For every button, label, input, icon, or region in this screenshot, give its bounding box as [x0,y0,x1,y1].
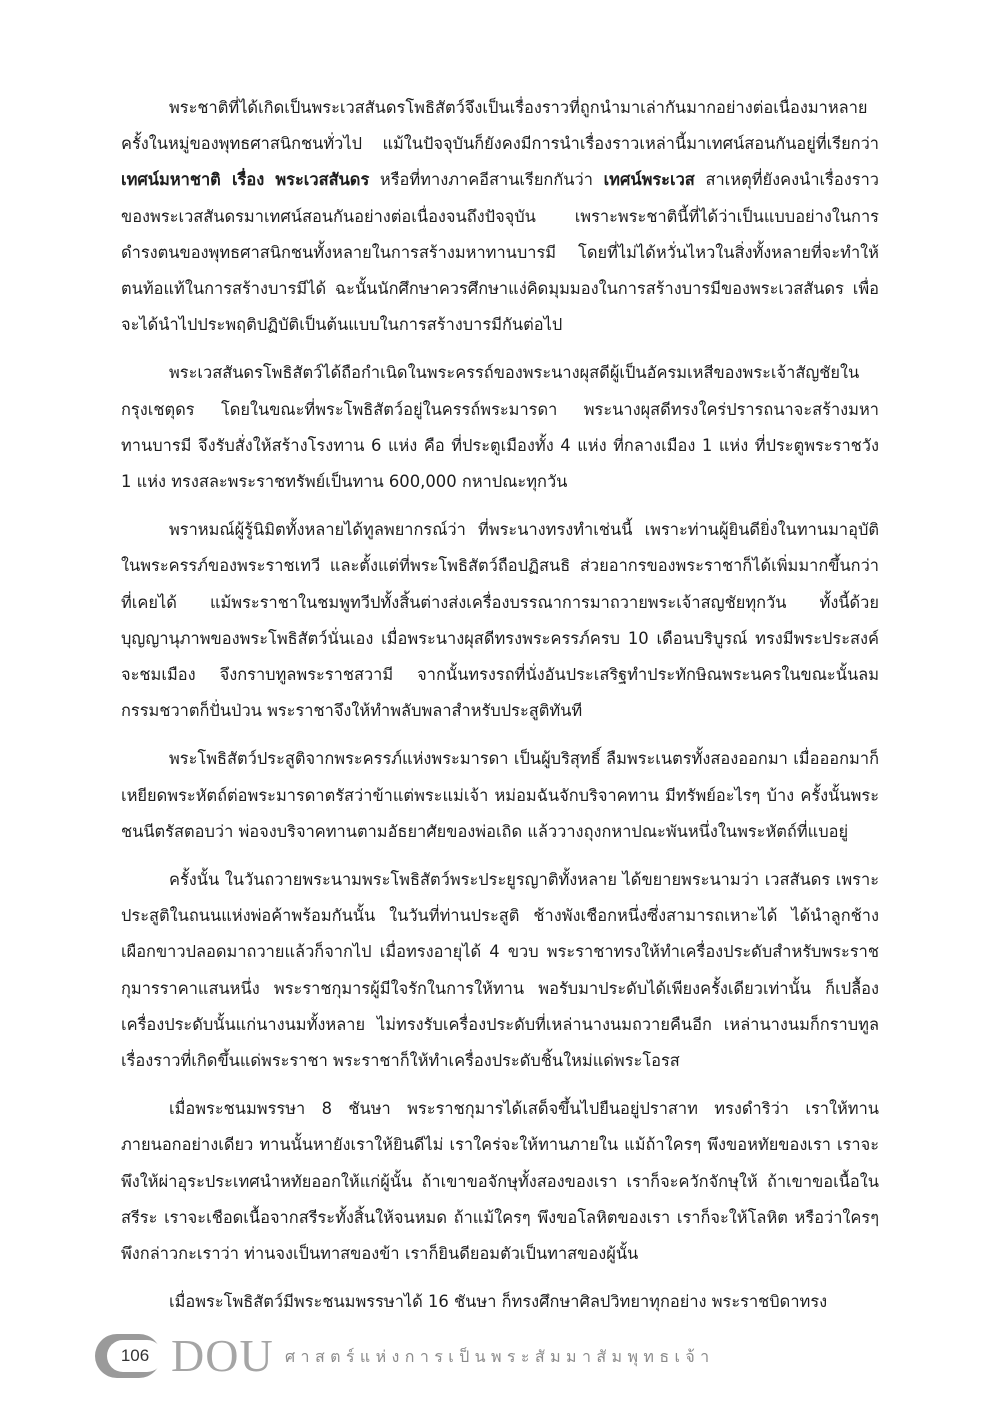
book-title: ศาสตร์แห่งการเป็นพระสัมมาสัมพุทธเจ้า [285,1347,715,1366]
paragraph-3: พราหมณ์ผู้รู้นิมิตทั้งหลายได้ทูลพยากรณ์ว่า ที่พระนางทรงทำเช่นนี้ เพราะท่านผู้ยินดียิ่งในทานมาอุบัติในพระครรภ์ของพระราชเทวี และตั้งแต่ที่พระโพธิสัตว์ถือปฏิสนธิ ส่วยอากรของพระราชาก็ได้เพิ่มมากขึ้นกว่าที่เคยได้ แม้พระราชาในชมพูทวีปทั้งสิ้นต่างส่งเครื่องบรรณาการมาถวายพระเจ้าสญชัยทุกวัน ทั้งนี้ด้วยบุญญานุภาพของพระโพธิสัตว์นั่นเอง เมื่อพระนางผุสดีทรงพระครรภ์ครบ 10 เดือนบริบูรณ์ ทรงมีพระประสงค์จะชมเมือง จึงกราบทูลพระราชสวามี จากนั้นทรงรถที่นั่งอันประเสริฐทำประทักษิณพระนครในขณะนั้นลมกรรมชวาตก็ปั่นป่วน พระราชาจึงให้ทำพลับพลาสำหรับประสูติทันที [121,520,879,721]
paragraph-6: เมื่อพระชนมพรรษา 8 ชันษา พระราชกุมารได้เสด็จขึ้นไปยืนอยู่ปราสาท ทรงดำริว่า เราให้ทานภายนอกอย่างเดียว ทานนั้นหายังเราให้ยินดีไม่ เราใคร่จะให้ทานภายใน แม้ถ้าใครๆ พึงขอหทัยของเรา เราจะพึงให้ผ่าอุระประเทศนำหทัยออกให้แก่ผู้นั้น ถ้าเขาขอจักษุทั้งสองของเรา เราก็จะควักจักษุให้ ถ้าเขาขอเนื้อในสรีระ เราจะเชือดเนื้อจากสรีระทั้งสิ้นให้จนหมด ถ้าแม้ใครๆ พึงขอโลหิตของเรา เราก็จะให้โลหิต หรือว่าใครๆ พึงกล่าวกะเราว่า ท่านจงเป็นทาสของข้า เราก็ยินดียอมตัวเป็นทาสของผู้นั้น [121,1099,879,1264]
page-number: 106 [107,1340,163,1372]
paragraph-1: พระชาติที่ได้เกิดเป็นพระเวสสันดรโพธิสัตว์จึงเป็นเรื่องราวที่ถูกนำมาเล่ากันมากอย่างต่อเนื่องมาหลายครั้งในหมู่ของพุทธศาสนิกชนทั่วไป แม้ในปัจจุบันก็ยังคงมีการนำเรื่องราวเหล่านี้มาเทศน์สอนกันอยู่ที่เรียกว่า เทศน์มหาชาติ เรื่อง พระเวสสันดร หรือที่ทางภาคอีสานเรียกกันว่า เทศน์พระเวส สาเหตุที่ยังคงนำเรื่องราวของพระเวสสันดรมาเทศน์สอนกันอย่างต่อเนื่องจนถึงปัจจุบัน เพราะพระชาตินี้ที่ได้ว่าเป็นแบบอย่างในการดำรงตนของพุทธศาสนิกชนทั้งหลายในการสร้างมหาทานบารมี โดยที่ไม่ได้หวั่นไหวในสิ่งทั้งหลายที่จะทำให้ตนท้อแท้ในการสร้างบารมีได้ ฉะนั้นนักศึกษาควรศึกษาแง่คิดมุมมองในการสร้างบารมีของพระเวสสันดร เพื่อจะได้นำไปประพฤติปฏิบัติเป็นต้นแบบในการสร้างบารมีกันต่อไป [121,98,879,335]
dou-logo: DOU [171,1330,274,1381]
paragraph-7: เมื่อพระโพธิสัตว์มีพระชนมพรรษาได้ 16 ชันษา ก็ทรงศึกษาศิลปวิทยาทุกอย่าง พระราชบิดาทรง [169,1292,828,1312]
bold-term-2: เทศน์พระเวส [603,170,695,190]
paragraph-5: ครั้งนั้น ในวันถวายพระนามพระโพธิสัตว์พระประยูรญาติทั้งหลาย ได้ขยายพระนามว่า เวสสันดร เพราะประสูติในถนนแห่งพ่อค้าพร้อมกันนั้น ในวันที่ท่านประสูติ ช้างพังเชือกหนึ่งซึ่งสามารถเหาะได้ ได้นำลูกช้างเผือกขาวปลอดมาถวายแล้วก็จากไป เมื่อทรงอายุได้ 4 ขวบ พระราชาทรงให้ทำเครื่องประดับสำหรับพระราชกุมารราคาแสนหนึ่ง พระราชกุมารผู้มีใจรักในการให้ทาน พอรับมาประดับได้เพียงครั้งเดียวเท่านั้น ก็เปลื้องเครื่องประดับนั้นแก่นางนมทั้งหลาย ไม่ทรงรับเครื่องประดับที่เหล่านางนมถวายคืนอีก เหล่านางนมก็กราบทูลเรื่องราวที่เกิดขึ้นแด่พระราชา พระราชาก็ให้ทำเครื่องประดับชิ้นใหม่แด่พระโอรส [121,870,879,1071]
paragraph-4: พระโพธิสัตว์ประสูติจากพระครรภ์แห่งพระมารดา เป็นผู้บริสุทธิ์ ลืมพระเนตรทั้งสองออกมา เมื่อออกมาก็เหยียดพระหัตถ์ต่อพระมารดาตรัสว่าข้าแต่พระแม่เจ้า หม่อมฉันจักบริจาคทาน มีทรัพย์อะไรๆ บ้าง ครั้งนั้นพระชนนีตรัสตอบว่า พ่อจงบริจาคทานตามอัธยาศัยของพ่อเถิด แล้ววางถุงกหาปณะพันหนึ่งในพระหัตถ์ที่แบอยู่ [121,749,879,841]
page-number-badge [95,1334,161,1378]
page-body [121,90,879,1333]
paragraph-2: พระเวสสันดรโพธิสัตว์ได้ถือกำเนิดในพระครรถ์ของพระนางผุสดีผู้เป็นอัครมเหสีของพระเจ้าสัญชัยในกรุงเชตุดร โดยในขณะที่พระโพธิสัตว์อยู่ในครรถ์พระมารดา พระนางผุสดีทรงใคร่ปรารถนาจะสร้างมหาทานบารมี จึงรับสั่งให้สร้างโรงทาน 6 แห่ง คือ ที่ประตูเมืองทั้ง 4 แห่ง ที่กลางเมือง 1 แห่ง ที่ประตูพระราชวัง 1 แห่ง ทรงสละพระราชทรัพย์เป็นทาน 600,000 กหาปณะทุกวัน [121,363,879,492]
page-footer [95,1330,795,1381]
bold-term-1: เทศน์มหาชาติ เรื่อง พระเวสสันดร [121,170,370,190]
